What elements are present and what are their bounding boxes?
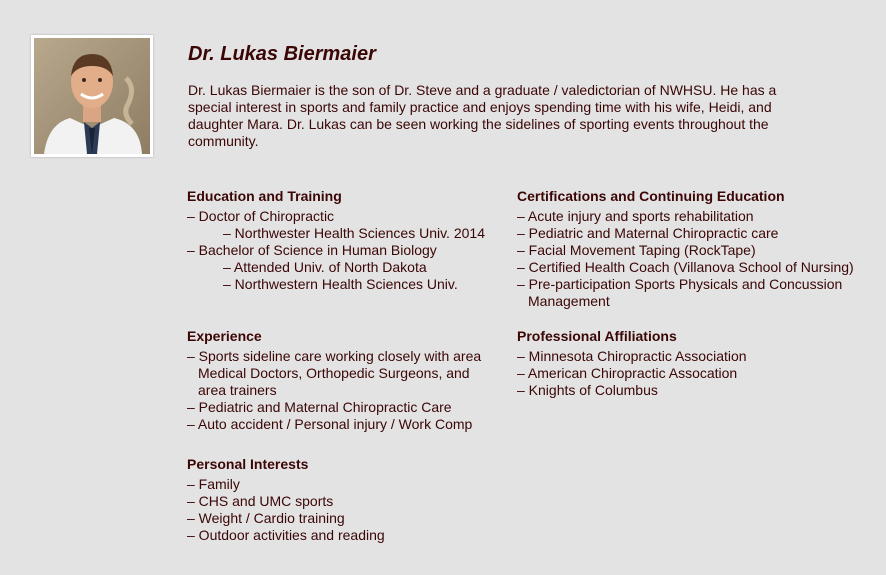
list-item: – Family: [187, 476, 240, 492]
list-item: – Weight / Cardio training: [187, 510, 345, 526]
certifications-section: [517, 188, 867, 310]
education-list: [187, 208, 507, 293]
certifications-heading: Certifications and Continuing Education: [517, 188, 785, 204]
list-item: – Facial Movement Taping (RockTape): [517, 242, 756, 258]
list-sub-item: – Attended Univ. of North Dakota: [223, 259, 427, 275]
interests-list: [187, 476, 487, 544]
profile-bio: Dr. Lukas Biermaier is the son of Dr. Steve and a graduate / valedictorian of NWHSU. He has a special interest in sports and family practice and enjoys spending time with his wife, Heidi, and daughter Mara. Dr. Lukas can be seen working the sidelines of sporting events throughout the community.: [188, 82, 777, 149]
list-item: – Outdoor activities and reading: [187, 527, 385, 543]
certifications-list: [517, 208, 867, 310]
list-item: – Pediatric and Maternal Chiropractic care: [517, 225, 779, 241]
list-item: – CHS and UMC sports: [187, 493, 334, 509]
list-item: – Acute injury and sports rehabilitation: [517, 208, 754, 224]
list-item: – Auto accident / Personal injury / Work Comp: [187, 416, 473, 432]
list-item: – Knights of Columbus: [517, 382, 658, 398]
list-sub-item: – Northwester Health Sciences Univ. 2014: [223, 225, 485, 241]
profile-photo: [34, 38, 150, 154]
education-heading: Education and Training: [187, 188, 342, 204]
affiliations-heading: Professional Affiliations: [517, 328, 677, 344]
list-item: – Bachelor of Science in Human Biology: [187, 242, 437, 258]
profile-photo-frame: [31, 35, 153, 157]
profile-name: Dr. Lukas Biermaier: [188, 43, 376, 65]
list-item: – Certified Health Coach (Villanova School of Nursing): [517, 259, 854, 275]
list-item: – American Chiropractic Assocation: [517, 365, 738, 381]
experience-list: [187, 348, 487, 433]
affiliations-list: [517, 348, 857, 399]
list-item: – Sports sideline care working closely with area Medical Doctors, Orthopedic Surgeons, and area trainers: [187, 348, 482, 398]
education-section: [187, 188, 507, 293]
list-item: – Pediatric and Maternal Chiropractic Care: [187, 399, 452, 415]
interests-section: [187, 456, 487, 544]
list-item: – Minnesota Chiropractic Association: [517, 348, 747, 364]
experience-section: [187, 328, 487, 433]
list-item: – Doctor of Chiropractic: [187, 208, 335, 224]
interests-heading: Personal Interests: [187, 456, 309, 472]
experience-heading: Experience: [187, 328, 262, 344]
list-sub-item: – Northwestern Health Sciences Univ.: [223, 276, 458, 292]
list-item: – Pre-participation Sports Physicals and Concussion Management: [517, 276, 843, 309]
affiliations-section: [517, 328, 857, 399]
